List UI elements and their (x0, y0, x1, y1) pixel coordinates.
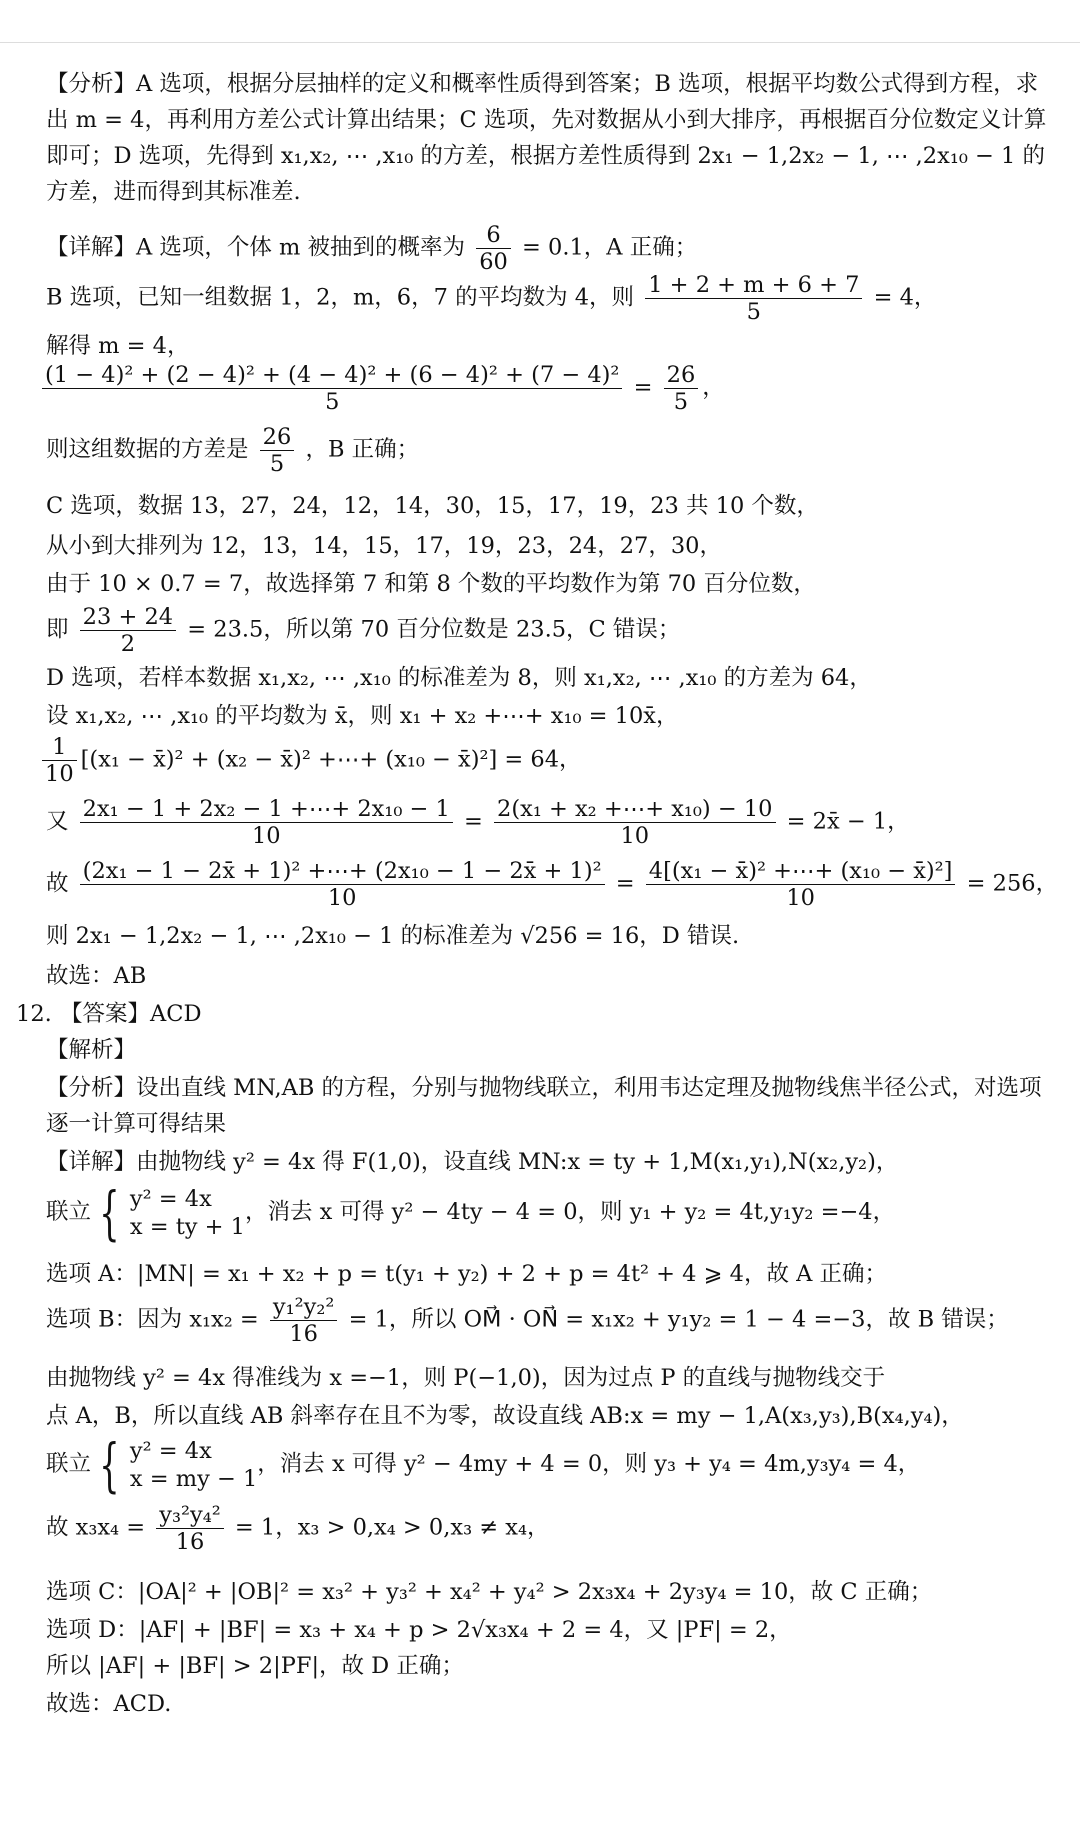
equation-system: y² = 4x x = my − 1 (129, 1438, 258, 1492)
q11-d-new-mean: 又 $\frac{\text{2x₁ − 1 + 2x₂ − 1 +⋯+ 2x₁₀ − 1}}{10}$ = $\frac{\text{2(x₁ + x₂ +⋯+ x₁₀) − 10}}{10}$ = 2x̄ − 1， (46, 796, 910, 849)
q12-detail: 【详解】由抛物线 y² = 4x 得 F(1,0)，设直线 MN:x = ty + 1,M(x₁,y₁),N(x₂,y₂)， (46, 1149, 899, 1175)
q11-b-variance: $\frac{\text{(1 − 4)² + (2 − 4)² + (4 − 4)² + (6 − 4)² + (7 − 4)²}}{5}$ = $\frac{26}{5}$ ， (46, 362, 1050, 415)
q12-directrix: 由抛物线 y² = 4x 得准线为 x =−1，则 P(−1,0)，因为过点 P 的直线与抛物线交于 (46, 1365, 886, 1391)
q11-c-sorted: 从小到大排列为 12，13，14，15，17，19，23，24，27，30， (46, 533, 722, 559)
q12-x3x4: 故 x₃x₄ = $\frac{\text{y₃²y₄²}}{16}$ = 1，x₃ > 0,x₄ > 0,x₃ ≠ x₄， (46, 1502, 550, 1555)
brace-icon: { (99, 1179, 120, 1247)
equation-system: y² = 4x x = ty + 1 (129, 1186, 245, 1240)
q11-d-new-variance: 故 $\frac{\text{(2x₁ − 1 − 2x̄ + 1)² +⋯+ (2x₁₀ − 1 − 2x̄ + 1)²}}{10}$ = $\frac{\text{4[(x₁ − x̄)² +⋯+ (x₁₀ − x̄)²]}}{10}$ = 256， (46, 858, 1059, 911)
q12-option-b: 选项 B：因为 x₁x₂ = $\frac{\text{y₁²y₂²}}{16}$ = 1，所以 OM⃗ · ON⃗ = x₁x₂ + y₁y₂ = 1 − 4 =−3，故 B 错误； (46, 1294, 1009, 1347)
q11-c-result: 即 $\frac{23 + 24}{2}$ = 23.5，所以第 70 百分位数是 23.5，C 错误； (46, 604, 681, 657)
brace-icon: { (99, 1431, 120, 1499)
fraction: $\frac{\text{2(x₁ + x₂ +⋯+ x₁₀) − 10}}{10}$ (494, 796, 775, 849)
fraction: $\frac{23 + 24}{2}$ (80, 604, 176, 657)
fraction: $\frac{\text{2x₁ − 1 + 2x₂ − 1 +⋯+ 2x₁₀ − 1}}{10}$ (80, 796, 453, 849)
q12-line-ab: 点 A，B，所以直线 AB 斜率存在且不为零，故设直线 AB:x = my − 1,A(x₃,y₃),B(x₄,y₄)， (46, 1403, 964, 1429)
q12-choice: 故选：ACD. (46, 1691, 172, 1717)
q12-number: 12. (16, 1001, 52, 1027)
q12-jiexi: 【解析】 (46, 1037, 137, 1063)
fraction: $\frac{\text{(2x₁ − 1 − 2x̄ + 1)² +⋯+ (2x₁₀ − 1 − 2x̄ + 1)²}}{10}$ (80, 858, 605, 911)
fraction: $\frac{1 + 2 + m + 6 + 7}{5}$ (645, 272, 862, 325)
q12-option-d: 选项 D：|AF| + |BF| = x₃ + x₄ + p > 2√x₃x₄ + 2 = 4，又 |PF| = 2， (46, 1617, 792, 1643)
q11-d-mean: 设 x₁,x₂, ⋯ ,x₁₀ 的平均数为 x̄，则 x₁ + x₂ +⋯+ x₁₀ = 10x̄， (46, 703, 679, 729)
q11-b-mean: B 选项，已知一组数据 1，2，m，6，7 的平均数为 4，则 $\frac{1 + 2 + m + 6 + 7}{5}$ = 4， (46, 272, 937, 325)
q12-answer: 【答案】ACD (60, 1001, 202, 1027)
q11-c-data: C 选项，数据 13，27，24，12，14，30，15，17，19，23 共 10 个数， (46, 493, 819, 519)
fraction: $\frac{\text{y₃²y₄²}}{16}$ (156, 1502, 224, 1555)
fraction: $\frac{\text{y₁²y₂²}}{16}$ (270, 1294, 338, 1347)
q12-analysis: 【分析】设出直线 MN,AB 的方程，分别与抛物线联立，利用韦达定理及抛物线焦半径公式，对选项逐一计算可得结果 (46, 1075, 1042, 1137)
fraction: $\frac{\text{(1 − 4)² + (2 − 4)² + (4 − 4)² + (6 − 4)² + (7 − 4)²}}{5}$ (42, 362, 622, 415)
q11-choice: 故选：AB (46, 963, 147, 989)
q11-d-result: 则 2x₁ − 1,2x₂ − 1, ⋯ ,2x₁₀ − 1 的标准差为 √256 = 16，D 错误. (46, 923, 740, 949)
q11-detail-a: 【详解】A 选项，个体 m 被抽到的概率为 $\frac{6}{60}$ = 0.1，A 正确； (46, 222, 698, 275)
q12-option-c: 选项 C：|OA|² + |OB|² = x₃² + y₃² + x₄² + y₄² > 2x₃x₄ + 2y₃y₄ = 10，故 C 正确； (46, 1579, 933, 1605)
q11-d-stddev: D 选项，若样本数据 x₁,x₂, ⋯ ,x₁₀ 的标准差为 8，则 x₁,x₂, ⋯ ,x₁₀ 的方差为 64， (46, 665, 872, 691)
q11-b-solve: 解得 m = 4， (46, 333, 190, 359)
q11-d-variance: $\frac{1}{10}$ [(x₁ − x̄)² + (x₂ − x̄)² +⋯+ (x₁₀ − x̄)²] = 64， (46, 734, 1050, 787)
fraction: $\frac{26}{5}$ (664, 362, 699, 415)
fraction: $\frac{1}{10}$ (42, 734, 77, 787)
q12-system-ab: 联立 { y² = 4x x = my − 1 ，消去 x 可得 y² − 4my + 4 = 0，则 y₃ + y₄ = 4m,y₃y₄ = 4， (46, 1431, 921, 1499)
q11-analysis: 【分析】A 选项，根据分层抽样的定义和概率性质得到答案；B 选项，根据平均数公式得到方程，求出 m = 4，再利用方差公式计算出结果；C 选项，先对数据从小到大排序，再根据百分位数定义计算即可；D 选项，先得到 x₁,x₂, ⋯ ,x₁₀ 的方差，根据方差性质得到 2x₁ − 1,2x₂ − 1, ⋯ ,2x₁₀ − 1 的方差，进而得到其标准差. (46, 71, 1047, 205)
q11-b-conclusion: 则这组数据的方差是 $\frac{26}{5}$ ，B 正确； (46, 424, 420, 477)
q12-system-mn: 联立 { y² = 4x x = ty + 1 ，消去 x 可得 y² − 4ty − 4 = 0，则 y₁ + y₂ = 4t,y₁y₂ =−4， (46, 1179, 896, 1247)
q12-option-d-conclusion: 所以 |AF| + |BF| > 2|PF|，故 D 正确； (46, 1653, 464, 1679)
fraction: $\frac{26}{5}$ (260, 424, 295, 477)
q12-option-a: 选项 A：|MN| = x₁ + x₂ + p = t(y₁ + y₂) + 2 + p = 4t² + 4 ⩾ 4，故 A 正确； (46, 1261, 888, 1287)
fraction: $\frac{6}{60}$ (476, 222, 511, 275)
q11-c-percentile: 由于 10 × 0.7 = 7，故选择第 7 和第 8 个数的平均数作为第 70 百分位数， (46, 571, 816, 597)
fraction: $\frac{\text{4[(x₁ − x̄)² +⋯+ (x₁₀ − x̄)²]}}{10}$ (646, 858, 956, 911)
